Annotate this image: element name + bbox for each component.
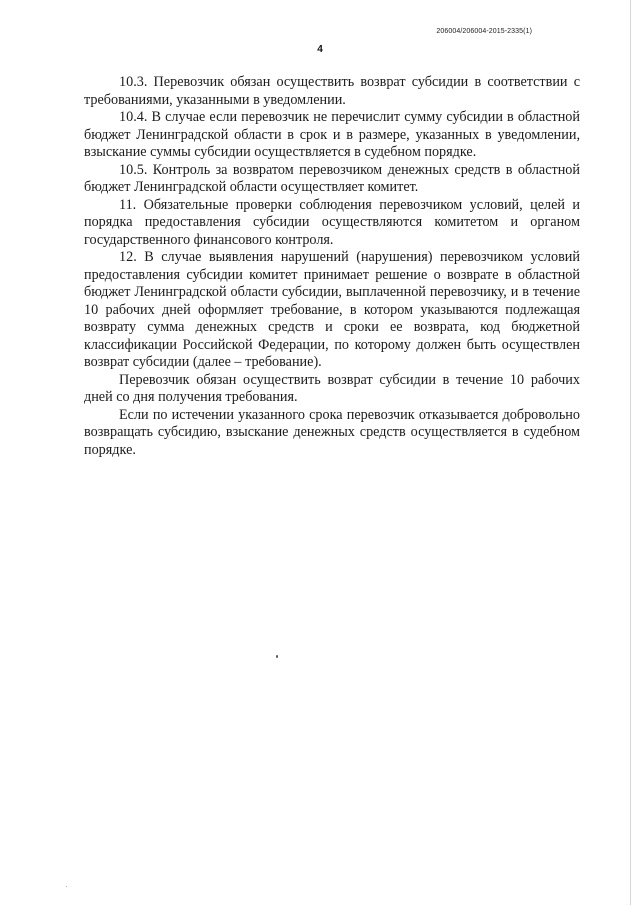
paragraph-10-3: 10.3. Перевозчик обязан осуществить возврат субсидии в соответствии с требованиями, указанными в уведомлении.: [84, 74, 580, 108]
scan-speck: [276, 655, 278, 658]
paragraph-court-recovery: Если по истечении указанного срока перевозчик отказывается добровольно возвращать субсидию, взыскание денежных средств осуществляется в судебном порядке.: [84, 406, 580, 458]
paragraph-12: 12. В случае выявления нарушений (нарушения) перевозчиком условий предоставления субсидии комитет принимает решение о возврате в областной бюджет Ленинградской области субсидии, выплаченной перевозчику, и в течение 10 рабочих дней оформляет требование, в котором указываются подлежащая возврату сумма денежных средств и сроки ее возврата, код бюджетной классификации Российской Федерации, по которому должен быть осуществлен возврат субсидии (далее – требование).: [84, 249, 580, 370]
paragraph-return-obligation: Перевозчик обязан осуществить возврат субсидии в течение 10 рабочих дней со дня получения требования.: [84, 371, 580, 405]
document-body: [84, 74, 580, 459]
page-edge-line: [630, 0, 631, 905]
scan-speck: [66, 886, 67, 887]
paragraph-10-5: 10.5. Контроль за возвратом перевозчиком денежных средств в областной бюджет Ленинградской области осуществляет комитет.: [84, 161, 580, 195]
page-number: 4: [317, 44, 323, 55]
paragraph-10-4: 10.4. В случае если перевозчик не перечислит сумму субсидии в областной бюджет Ленинградской области в срок и в размере, указанных в уведомлении, взыскание суммы субсидии осуществляется в судебном порядке.: [84, 109, 580, 160]
paragraph-11: 11. Обязательные проверки соблюдения перевозчиком условий, целей и порядка предоставления субсидии осуществляются комитетом и органом государственного финансового контроля.: [84, 196, 580, 248]
document-id: 206004/206004-2015-2335(1): [436, 28, 532, 35]
